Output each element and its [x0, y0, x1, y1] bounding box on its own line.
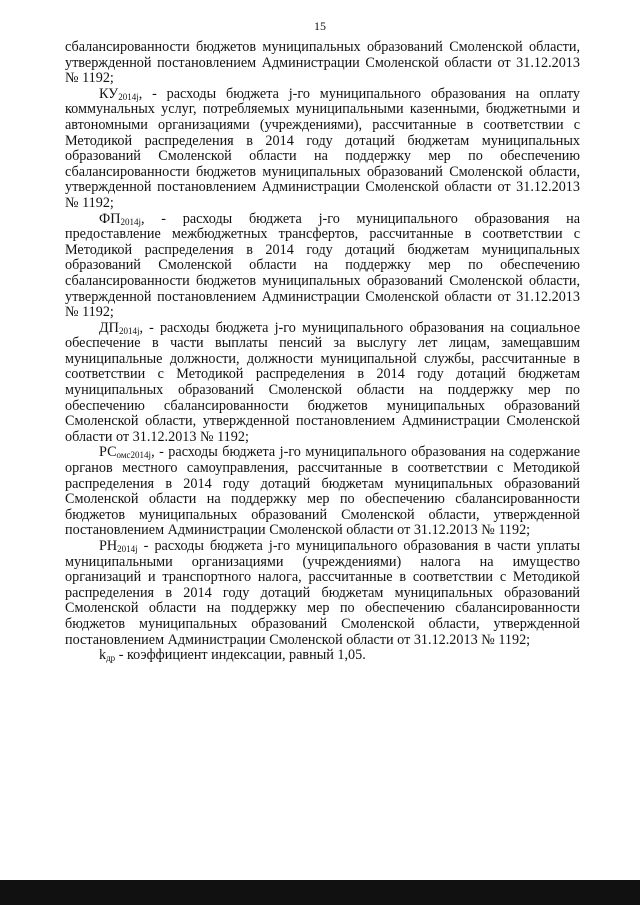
paragraph-kdr — [65, 648, 580, 664]
paragraph-text: , - расходы бюджета j-го муниципального образования на оплату коммунальных услуг, потребляемых муниципальными казенными, бюджетными и автономными организациями (учреждениями), рассчитанные в соответствии с Методикой распределения в 2014 году дотаций бюджетам муниципальных образований Смоленской области на поддержку мер по обеспечению сбалансированности бюджетов муниципальных образований Смоленской области, утвержденной постановлением Администрации Смоленской области от 31.12.2013 № 1192; — [65, 85, 580, 211]
paragraph-fp — [65, 212, 580, 321]
formula-symbol: ДП — [99, 319, 119, 336]
paragraph-rn — [65, 539, 580, 648]
paragraph-continuation — [65, 40, 580, 87]
paragraph-text: , - расходы бюджета j-го муниципального образования на предоставление межбюджетных трансфертов, рассчитанные в соответствии с Методикой распределения в 2014 году дотаций бюджетам муниципальных образований Смоленской области на поддержку мер по обеспечению сбалансированности бюджетов муниципальных образований Смоленской области, утвержденной постановлением Администрации Смоленской области от 31.12.2013 № 1192; — [65, 210, 580, 321]
formula-symbol: РС — [99, 444, 117, 461]
paragraph-text: - расходы бюджета j-го муниципального образования в части уплаты муниципальными организациями (учреждениями) налога на имущество организаций и транспортного налога, рассчитанные в соответствии с Методикой распределения в 2014 году дотаций бюджетам муниципальных образований Смоленской области на поддержку мер по обеспечению сбалансированности бюджетов муниципальных образований Смоленской области, утвержденной постановлением Администрации Смоленской области от 31.12.2013 № 1192; — [65, 538, 580, 648]
paragraph-dp — [65, 321, 580, 446]
scan-edge-bar — [0, 880, 640, 905]
formula-symbol: РН — [99, 538, 118, 554]
document-body — [65, 40, 580, 664]
paragraph-ku — [65, 87, 580, 212]
formula-subscript: омс2014j — [116, 450, 152, 461]
formula-subscript: 2014j — [118, 325, 140, 336]
formula-symbol: КУ — [99, 85, 119, 102]
paragraph-text: сбалансированности бюджетов муниципальных образований Смоленской области, утвержденной постановлением Администрации Смоленской области от 31.12.2013 № 1192; — [65, 39, 580, 87]
formula-subscript: 2014j — [120, 216, 141, 227]
formula-subscript: 2014j — [117, 544, 138, 554]
formula-symbol: k — [99, 647, 107, 664]
paragraph-text: , - расходы бюджета j-го муниципального образования на содержание органов местного самоуправления, рассчитанные в соответствии с Методикой распределения в 2014 году дотаций бюджетам муниципальных образований Смоленской области на поддержку мер по обеспечению сбалансированности бюджетов муниципальных образований Смоленской области, утвержденной постановлением Администрации Смоленской области от 31.12.2013 № 1192; — [65, 444, 580, 539]
page-number: 15 — [314, 19, 326, 33]
formula-subscript: 2014j — [118, 91, 139, 102]
paragraph-text: , - расходы бюджета j-го муниципального образования на социальное обеспечение в части выплаты пенсий за выслугу лет лицам, замещавшим муниципальные должности, должности муниципальной службы, рассчитанные в соответствии с Методикой распределения в 2014 году дотаций бюджетам муниципальных образований Смоленской области на поддержку мер по обеспечению сбалансированности бюджетов муниципальных образований Смоленской области, утвержденной постановлением Администрации Смоленской области от 31.12.2013 № 1192; — [65, 319, 580, 445]
paragraph-rs — [65, 445, 580, 539]
paragraph-text: - коэффициент индексации, равный 1,05. — [115, 647, 366, 664]
formula-symbol: ФП — [99, 210, 121, 227]
formula-subscript: др — [106, 653, 116, 664]
